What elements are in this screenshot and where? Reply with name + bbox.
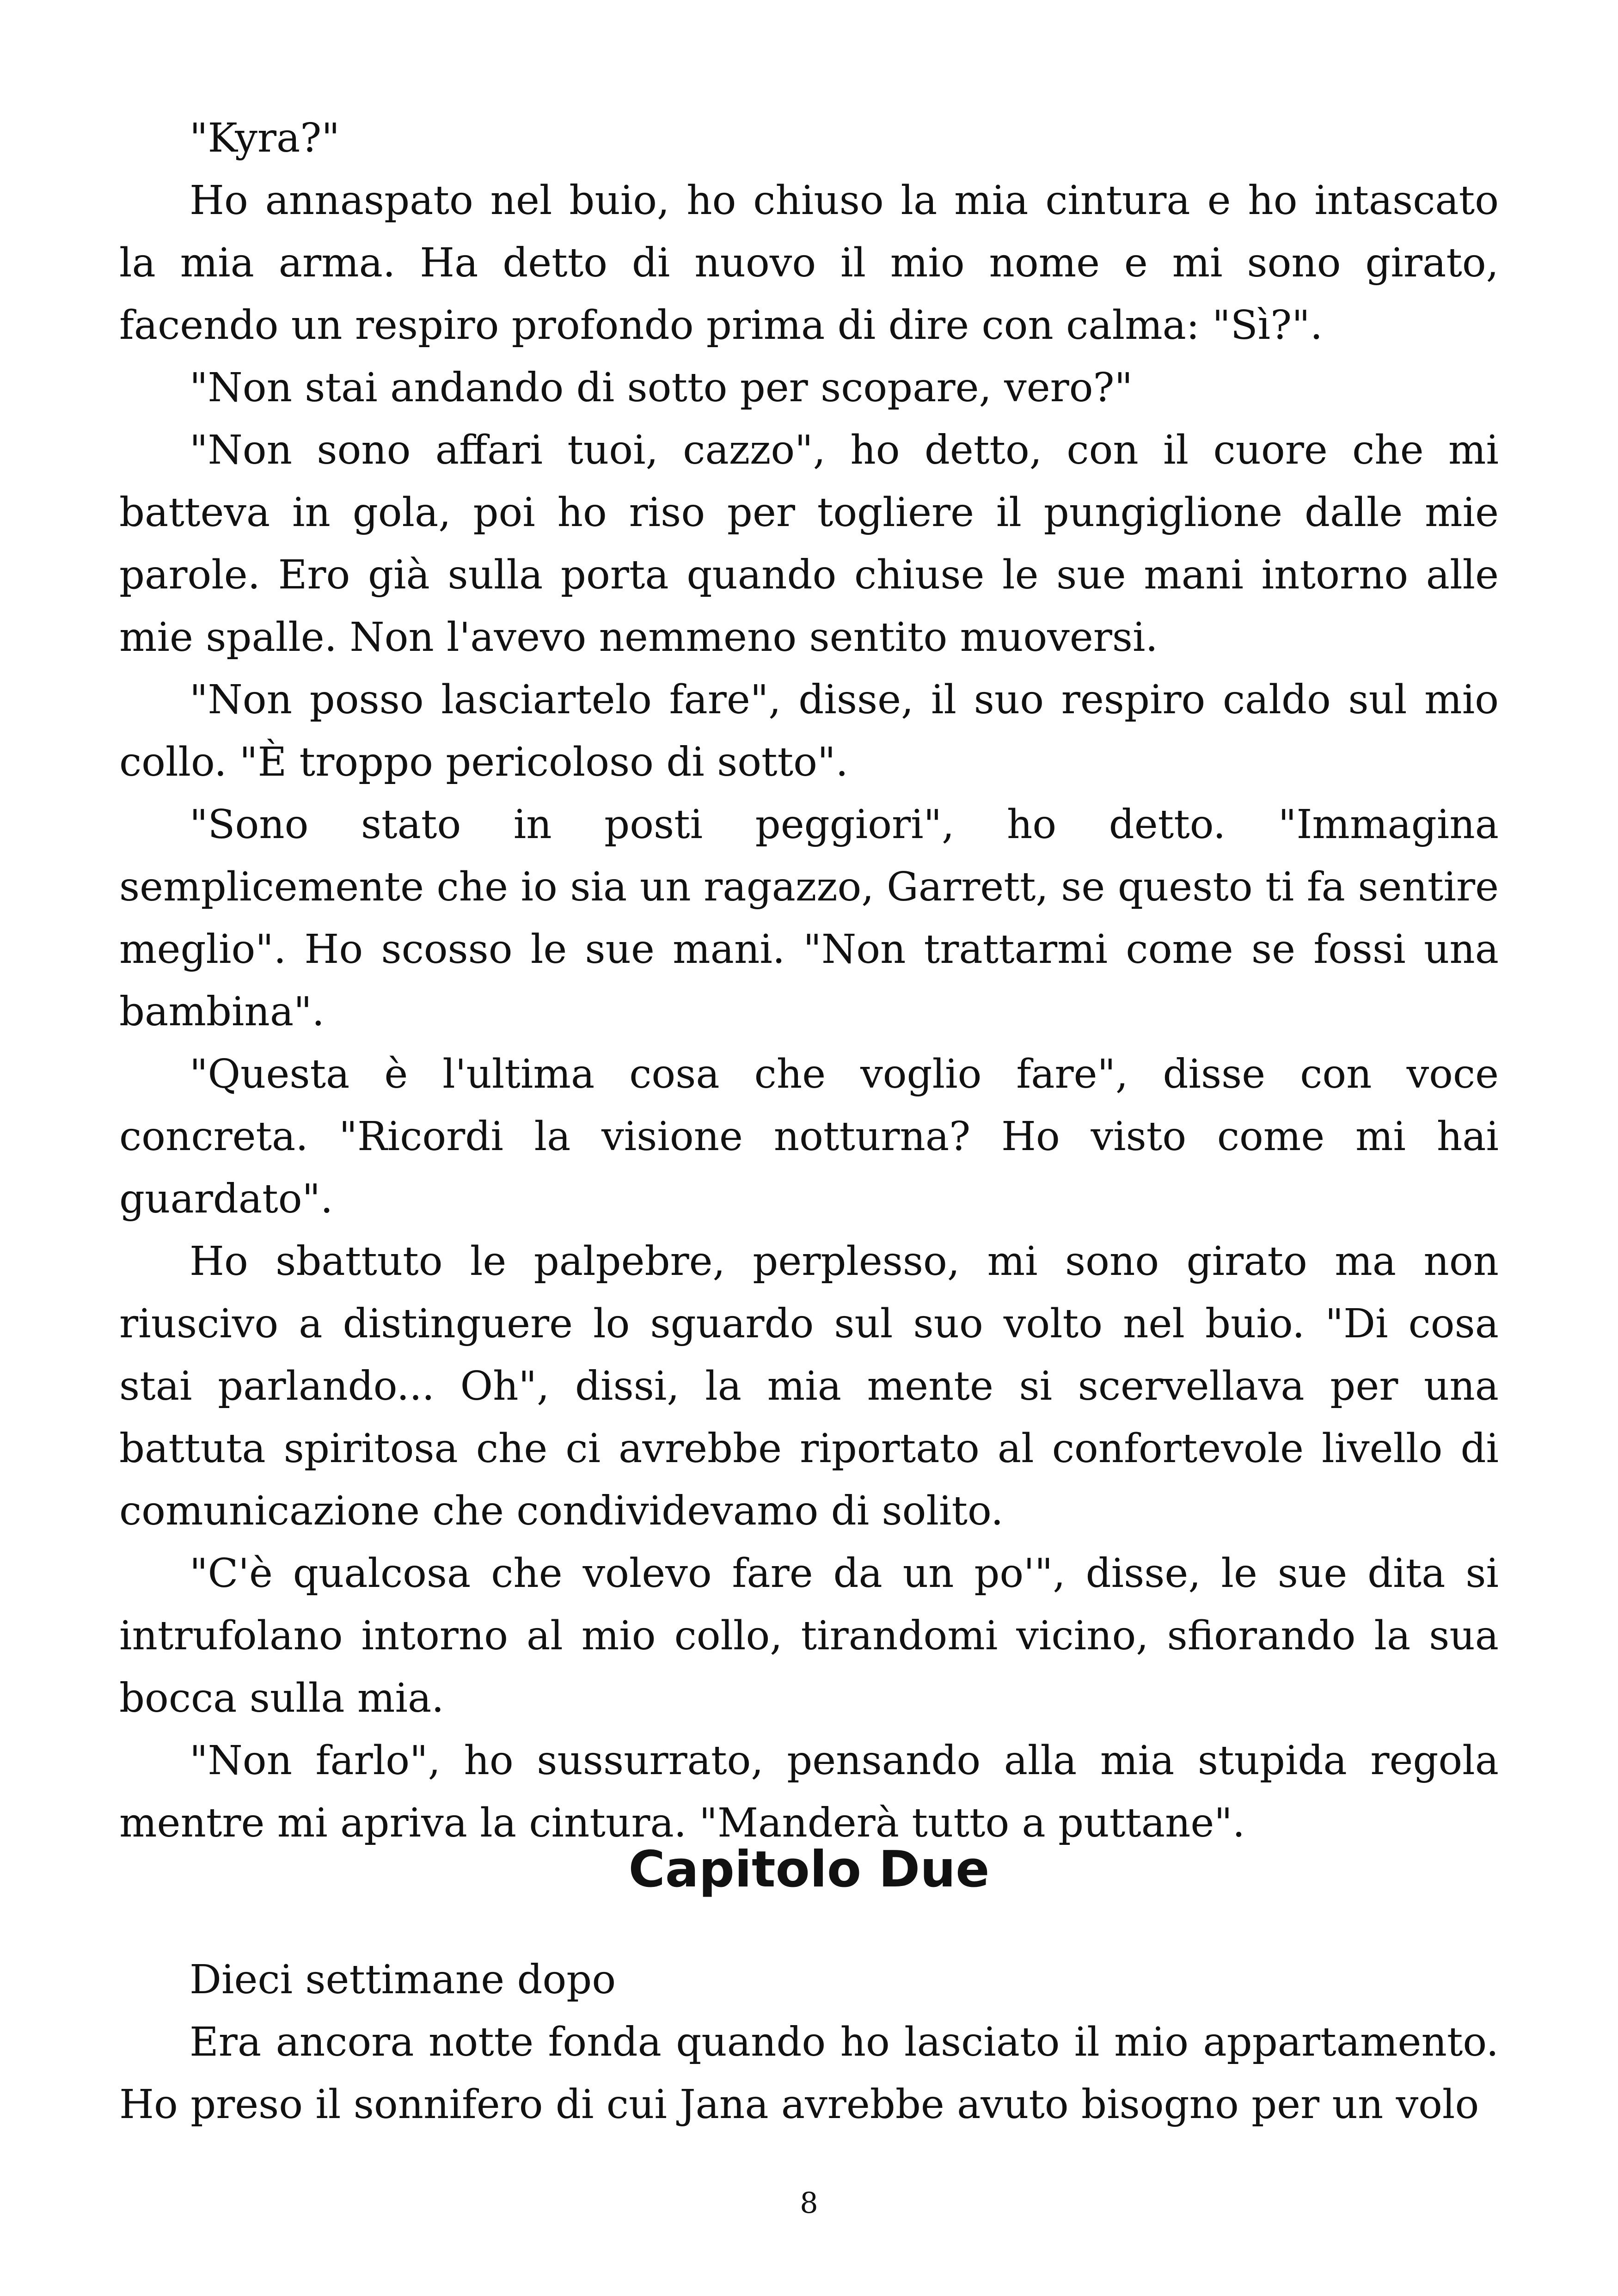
paragraph: Era ancora notte fonda quando ho lasciato il mio appartamento. Ho preso il sonnifero di cui Jana avrebbe avuto bisogno per un volo bbox=[119, 2019, 1499, 2128]
page-number: 8 bbox=[800, 2186, 818, 2220]
paragraph: "Kyra?" bbox=[190, 115, 340, 161]
paragraph: "Questa è l'ultima cosa che voglio fare", disse con voce concreta. "Ricordi la visione notturna? Ho visto come mi hai guardato". bbox=[119, 1051, 1499, 1222]
paragraph: "Non farlo", ho sussurrato, pensando alla mia stupida regola mentre mi apriva la cintura. "Manderà tutto a puttane". bbox=[119, 1738, 1499, 1846]
paragraph: "Sono stato in posti peggiori", ho detto. "Immagina semplicemente che io sia un ragazzo, Garrett, se questo ti fa sentire meglio". Ho scosso le sue mani. "Non trattarmi come se fossi una bambina". bbox=[119, 802, 1499, 1035]
body-text-section bbox=[119, 107, 1499, 1855]
paragraph: "Non stai andando di sotto per scopare, vero?" bbox=[190, 365, 1133, 411]
paragraph: "C'è qualcosa che volevo fare da un po'", disse, le sue dita si intrufolano intorno al mio collo, tirandomi vicino, sfiorando la sua bocca sulla mia. bbox=[119, 1550, 1499, 1721]
chapter-title: Capitolo Due bbox=[628, 1841, 990, 1898]
paragraph: Dieci settimane dopo bbox=[190, 1957, 616, 2003]
paragraph: "Non sono affari tuoi, cazzo", ho detto, con il cuore che mi batteva in gola, poi ho riso per togliere il pungiglione dalle mie parole. Ero già sulla porta quando chiuse le sue mani intorno alle mie spalle. Non l'avevo nemmeno sentito muoversi. bbox=[119, 427, 1499, 661]
body-text-section bbox=[119, 1949, 1499, 2136]
paragraph: Ho annaspato nel buio, ho chiuso la mia cintura e ho intascato la mia arma. Ha detto di nuovo il mio nome e mi sono girato, facendo un respiro profondo prima di dire con calma: "Sì?". bbox=[119, 178, 1499, 349]
paragraph: "Non posso lasciartelo fare", disse, il suo respiro caldo sul mio collo. "È troppo pericoloso di sotto". bbox=[119, 677, 1499, 785]
paragraph: Ho sbattuto le palpebre, perplesso, mi sono girato ma non riuscivo a distinguere lo sguardo sul suo volto nel buio. "Di cosa stai parlando... Oh", dissi, la mia mente si scervellava per una battuta spiritosa che ci avrebbe riportato al confortevole livello di comunicazione che condividevamo di solito. bbox=[119, 1238, 1499, 1534]
